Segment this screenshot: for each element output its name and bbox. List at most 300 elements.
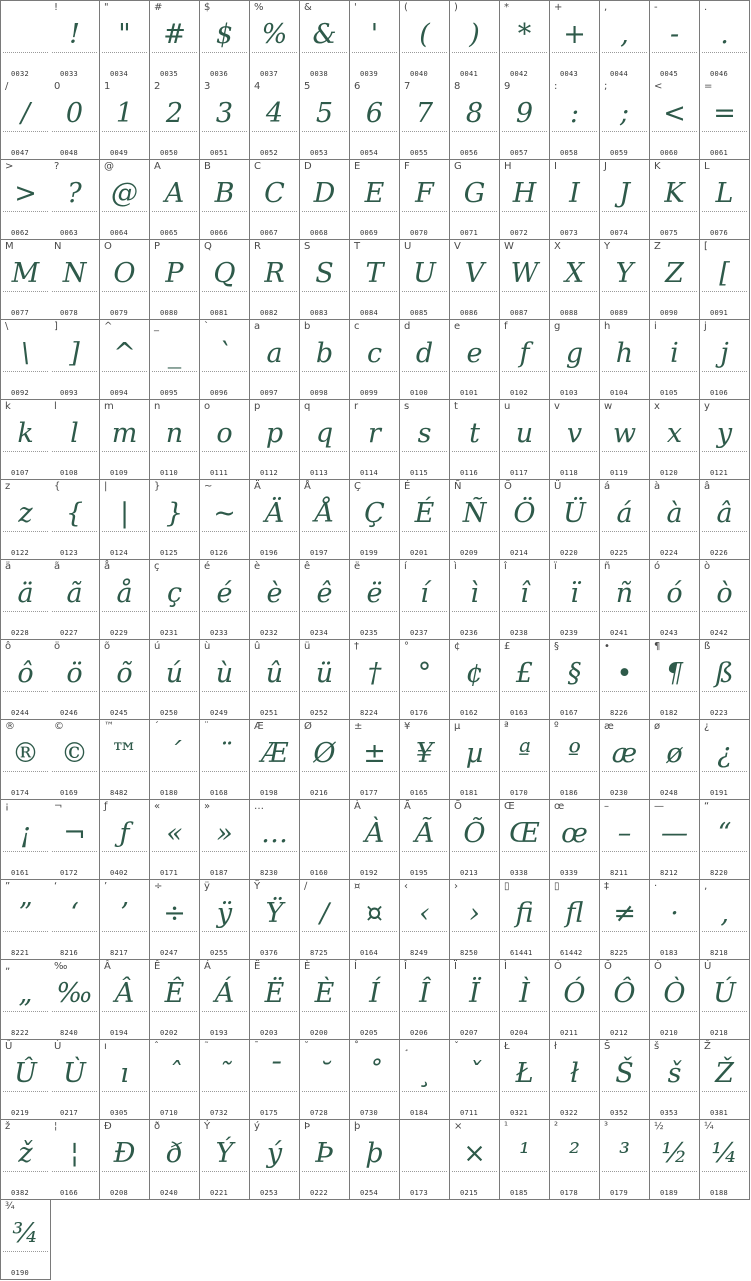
- glyph-sample: Å: [314, 498, 335, 529]
- glyph-char-label: ?: [54, 161, 60, 172]
- glyph-char-label: F: [404, 161, 410, 172]
- glyph-cell: [550, 960, 600, 1040]
- glyph-sample: ì: [470, 578, 479, 609]
- glyph-char-label: ‡: [604, 881, 609, 892]
- glyph-char-label: W: [504, 241, 514, 252]
- glyph-code: 0058: [560, 149, 579, 157]
- glyph-cell: [350, 880, 400, 960]
- glyph-code: 0160: [310, 869, 329, 877]
- glyph-code: 0235: [360, 629, 379, 637]
- glyph-cell: [0, 1040, 51, 1120]
- glyph-char-label: ı: [104, 1041, 107, 1052]
- glyph-cell: [650, 400, 700, 480]
- glyph-sample: Ú: [713, 978, 736, 1009]
- glyph-cell: [500, 720, 550, 800]
- glyph-code: 0122: [11, 549, 30, 557]
- glyph-code: 0188: [710, 1189, 729, 1197]
- glyph-code: 0207: [460, 1029, 479, 1037]
- glyph-code: 0227: [60, 629, 79, 637]
- glyph-code: 0168: [210, 789, 229, 797]
- glyph-cell: [250, 1040, 300, 1120]
- glyph-code: 0112: [260, 469, 279, 477]
- glyph-char-label: 8: [454, 81, 461, 92]
- glyph-code: 0044: [610, 70, 629, 78]
- glyph-sample: ˚: [367, 1058, 382, 1089]
- glyph-cell: [250, 400, 300, 480]
- glyph-char-label: ª: [504, 721, 509, 732]
- glyph-cell: [550, 160, 600, 240]
- glyph-cell: [300, 720, 350, 800]
- glyph-cell: [200, 720, 250, 800]
- glyph-sample: E: [364, 178, 385, 209]
- glyph-cell: [600, 1040, 650, 1120]
- glyph-sample: L: [715, 178, 734, 209]
- glyph-sample: ": [118, 19, 131, 50]
- glyph-sample: ¦: [69, 1138, 80, 1169]
- glyph-char-label: V: [454, 241, 461, 252]
- glyph-cell: [250, 240, 300, 320]
- glyph-char-label: u: [504, 401, 511, 412]
- glyph-cell: [700, 800, 750, 880]
- glyph-char-label: B: [204, 161, 211, 172]
- glyph-code: 0223: [710, 709, 729, 717]
- glyph-cell: [200, 80, 250, 160]
- glyph-sample: ': [370, 19, 379, 50]
- glyph-code: 0061: [710, 149, 729, 157]
- glyph-code: 0106: [710, 389, 729, 397]
- glyph-cell: [600, 720, 650, 800]
- glyph-cell: [100, 240, 150, 320]
- glyph-char-label: Å: [304, 481, 311, 492]
- glyph-char-label: ï: [554, 561, 557, 572]
- glyph-char-label: ð: [154, 1121, 161, 1132]
- glyph-char-label: Û: [5, 1041, 13, 1052]
- glyph-char-label: Ì: [504, 961, 507, 972]
- glyph-char-label: q: [304, 401, 311, 412]
- glyph-sample: ;: [619, 98, 630, 129]
- glyph-code: 0034: [110, 70, 129, 78]
- glyph-code: 0107: [11, 469, 30, 477]
- glyph-code: 0056: [460, 149, 479, 157]
- glyph-code: 0079: [110, 309, 129, 317]
- glyph-char-label: O: [104, 241, 112, 252]
- glyph-char-label: ±: [354, 721, 363, 732]
- glyph-code: 0352: [610, 1109, 629, 1117]
- glyph-cell: [50, 960, 100, 1040]
- glyph-code: 0090: [660, 309, 679, 317]
- glyph-char-label: è: [254, 561, 261, 572]
- glyph-char-label: `: [204, 321, 209, 332]
- glyph-sample: ¸: [417, 1058, 432, 1089]
- glyph-char-label: ▯: [504, 881, 510, 892]
- glyph-cell: [100, 80, 150, 160]
- glyph-sample: 8: [465, 98, 484, 129]
- glyph-char-label: T: [354, 241, 361, 252]
- glyph-code: 0184: [410, 1109, 429, 1117]
- glyph-sample: µ: [465, 738, 484, 769]
- glyph-cell: [300, 1120, 350, 1200]
- glyph-code: 0164: [360, 949, 379, 957]
- glyph-cell: [350, 800, 400, 880]
- glyph-cell: [550, 400, 600, 480]
- glyph-sample: Þ: [315, 1138, 334, 1169]
- glyph-sample: ›: [469, 898, 480, 929]
- glyph-sample: fi: [515, 898, 534, 929]
- glyph-code: 0076: [710, 229, 729, 237]
- glyph-sample: È: [314, 978, 335, 1009]
- glyph-sample: ¥: [415, 738, 434, 769]
- glyph-sample: Â: [114, 978, 135, 1009]
- glyph-cell: [300, 960, 350, 1040]
- glyph-sample: @: [111, 178, 138, 209]
- glyph-sample: ‹: [419, 898, 430, 929]
- glyph-sample: R: [264, 258, 285, 289]
- glyph-char-label: ‚: [704, 881, 708, 892]
- glyph-cell: [150, 80, 200, 160]
- glyph-char-label: ›: [454, 881, 458, 892]
- glyph-sample: !: [69, 19, 80, 50]
- glyph-sample: ≠: [613, 898, 636, 929]
- glyph-cell: [50, 640, 100, 720]
- glyph-sample: T: [365, 258, 384, 289]
- glyph-code: 0109: [110, 469, 129, 477]
- glyph-cell: [400, 560, 450, 640]
- glyph-cell: [700, 560, 750, 640]
- glyph-sample: ∕: [319, 898, 330, 929]
- glyph-code: 0216: [310, 789, 329, 797]
- glyph-code: 0253: [260, 1189, 279, 1197]
- glyph-char-label: h: [604, 321, 611, 332]
- glyph-cell: [400, 240, 450, 320]
- glyph-char-label: C: [254, 161, 261, 172]
- glyph-sample: ‚: [720, 898, 729, 929]
- glyph-sample: Ë: [264, 978, 285, 1009]
- glyph-cell: [150, 720, 200, 800]
- glyph-code: 0072: [510, 229, 529, 237]
- glyph-sample: ~: [213, 498, 236, 529]
- glyph-sample: D: [313, 178, 336, 209]
- glyph-cell: [600, 480, 650, 560]
- glyph-sample: ù: [215, 658, 234, 689]
- glyph-char-label: ¼: [704, 1121, 714, 1132]
- glyph-cell: [650, 480, 700, 560]
- glyph-sample: ¤: [365, 898, 384, 929]
- glyph-char-label: æ: [604, 721, 614, 732]
- glyph-char-label: Ò: [654, 961, 662, 972]
- glyph-cell: [450, 1120, 500, 1200]
- glyph-code: 0215: [460, 1189, 479, 1197]
- glyph-char-label: s: [404, 401, 410, 412]
- glyph-sample: “: [717, 818, 732, 849]
- glyph-cell: [450, 1040, 500, 1120]
- glyph-char-label: g: [554, 321, 561, 332]
- glyph-sample: N: [62, 258, 87, 289]
- glyph-code: 0225: [610, 549, 629, 557]
- glyph-code: 0102: [510, 389, 529, 397]
- glyph-code: 0213: [460, 869, 479, 877]
- glyph-sample: ´: [167, 738, 182, 769]
- glyph-code: 0165: [410, 789, 429, 797]
- glyph-cell: [50, 560, 100, 640]
- glyph-cell: [50, 400, 100, 480]
- glyph-char-label: &: [304, 2, 312, 13]
- glyph-cell: [250, 1120, 300, 1200]
- glyph-sample: õ: [116, 658, 133, 689]
- glyph-char-label: ™: [104, 721, 114, 732]
- glyph-char-label: ¸: [404, 1041, 409, 1052]
- glyph-sample: Æ: [260, 738, 289, 769]
- glyph-code: 0220: [560, 549, 579, 557]
- glyph-cell: [650, 1120, 700, 1200]
- glyph-code: 0230: [610, 789, 629, 797]
- glyph-cell: [450, 240, 500, 320]
- glyph-code: 0212: [610, 1029, 629, 1037]
- glyph-char-label: ¢: [454, 641, 461, 652]
- glyph-cell: [0, 960, 51, 1040]
- glyph-char-label: þ: [354, 1121, 361, 1132]
- glyph-char-label: Þ: [304, 1121, 311, 1132]
- glyph-code: 0236: [460, 629, 479, 637]
- glyph-sample: k: [17, 418, 34, 449]
- glyph-char-label: j: [704, 321, 707, 332]
- glyph-cell: [150, 0, 200, 81]
- glyph-cell: [450, 160, 500, 240]
- glyph-code: 0238: [510, 629, 529, 637]
- glyph-cell: [0, 560, 51, 640]
- glyph-sample: >: [14, 178, 37, 209]
- glyph-code: 0190: [11, 1269, 30, 1277]
- glyph-cell: [250, 880, 300, 960]
- glyph-char-label: <: [654, 81, 663, 92]
- glyph-code: 0177: [360, 789, 379, 797]
- glyph-char-label: _: [154, 321, 159, 332]
- glyph-code: 0086: [460, 309, 479, 317]
- glyph-char-label: Ÿ: [254, 881, 261, 892]
- glyph-char-label: Z: [654, 241, 661, 252]
- glyph-cell: [0, 80, 51, 160]
- glyph-char-label: é: [204, 561, 211, 572]
- glyph-char-label: Ñ: [454, 481, 462, 492]
- glyph-sample: Ł: [515, 1058, 534, 1089]
- glyph-sample: Û: [14, 1058, 37, 1089]
- glyph-char-label: ¶: [654, 641, 661, 652]
- glyph-char-label: 9: [504, 81, 511, 92]
- glyph-sample: ³: [619, 1138, 630, 1169]
- glyph-cell: [350, 720, 400, 800]
- glyph-char-label: •: [604, 641, 610, 652]
- glyph-cell: [550, 480, 600, 560]
- glyph-char-label: §: [554, 641, 559, 652]
- glyph-cell: [450, 320, 500, 400]
- glyph-cell: [0, 720, 51, 800]
- glyph-cell: [100, 400, 150, 480]
- glyph-sample: î: [520, 578, 529, 609]
- glyph-cell: [100, 160, 150, 240]
- glyph-sample: ø: [666, 738, 683, 769]
- glyph-sample: Ý: [215, 1138, 234, 1169]
- glyph-code: 8211: [610, 869, 629, 877]
- glyph-cell: [150, 320, 200, 400]
- glyph-cell: [100, 880, 150, 960]
- glyph-sample: Î: [419, 978, 430, 1009]
- glyph-code: 0321: [510, 1109, 529, 1117]
- glyph-cell: [150, 240, 200, 320]
- glyph-sample: C: [264, 178, 285, 209]
- glyph-sample: ł: [570, 1058, 579, 1089]
- glyph-cell: [600, 640, 650, 720]
- glyph-code: 0244: [11, 709, 30, 717]
- glyph-char-label: @: [104, 161, 114, 172]
- glyph-code: 0094: [110, 389, 129, 397]
- glyph-cell: [700, 80, 750, 160]
- glyph-char-label: Œ: [504, 801, 515, 812]
- glyph-code: 8249: [410, 949, 429, 957]
- glyph-cell: [550, 640, 600, 720]
- glyph-cell: [700, 640, 750, 720]
- glyph-code: 0243: [660, 629, 679, 637]
- glyph-code: 0181: [460, 789, 479, 797]
- glyph-code: 0234: [310, 629, 329, 637]
- glyph-cell: [50, 1040, 100, 1120]
- glyph-sample: s: [417, 418, 432, 449]
- glyph-cell: [600, 160, 650, 240]
- glyph-sample: ·: [670, 898, 679, 929]
- glyph-sample: 5: [315, 98, 334, 129]
- glyph-cell: [100, 720, 150, 800]
- glyph-code: 0247: [160, 949, 179, 957]
- glyph-cell: [250, 800, 300, 880]
- glyph-sample: Ä: [264, 498, 285, 529]
- glyph-code: 0116: [460, 469, 479, 477]
- glyph-char-label: £: [504, 641, 511, 652]
- glyph-char-label: z: [5, 481, 11, 492]
- glyph-char-label: -: [654, 2, 658, 13]
- glyph-code: 0218: [710, 1029, 729, 1037]
- glyph-char-label: ¡: [5, 801, 10, 812]
- glyph-char-label: ‘: [54, 881, 58, 892]
- glyph-cell: [0, 320, 51, 400]
- glyph-char-label: \: [5, 321, 9, 332]
- glyph-sample: É: [414, 498, 435, 529]
- glyph-char-label: Í: [354, 961, 357, 972]
- glyph-sample: è: [266, 578, 283, 609]
- glyph-code: 0231: [160, 629, 179, 637]
- glyph-sample: Ÿ: [265, 898, 284, 929]
- glyph-code: 0176: [410, 709, 429, 717]
- glyph-sample: Ñ: [462, 498, 487, 529]
- glyph-sample: +: [563, 19, 586, 50]
- glyph-cell: [150, 1120, 200, 1200]
- glyph-cell: [400, 720, 450, 800]
- glyph-sample: <: [663, 98, 686, 129]
- glyph-char-label: p: [254, 401, 261, 412]
- glyph-sample: 4: [265, 98, 284, 129]
- glyph-char-label: P: [154, 241, 161, 252]
- glyph-sample: §: [567, 658, 582, 689]
- glyph-sample: ñ: [615, 578, 634, 609]
- glyph-char-label: a: [254, 321, 261, 332]
- glyph-code: 0103: [560, 389, 579, 397]
- glyph-char-label: ”: [5, 881, 11, 892]
- glyph-cell: [500, 0, 550, 81]
- glyph-sample: B: [214, 178, 235, 209]
- glyph-sample: Ç: [364, 498, 385, 529]
- glyph-char-label: Ý: [204, 1121, 211, 1132]
- glyph-sample: $: [215, 19, 234, 50]
- glyph-sample: K: [664, 178, 685, 209]
- glyph-sample: é: [216, 578, 233, 609]
- glyph-code: 8482: [110, 789, 129, 797]
- glyph-cell: [600, 960, 650, 1040]
- glyph-sample: b: [315, 338, 334, 369]
- glyph-char-label: ç: [154, 561, 160, 572]
- glyph-code: 0065: [160, 229, 179, 237]
- glyph-cell: [100, 0, 150, 81]
- glyph-code: 0069: [360, 229, 379, 237]
- glyph-sample: ,: [620, 19, 629, 50]
- glyph-sample: Ð: [113, 1138, 136, 1169]
- glyph-char-label: ®: [5, 721, 15, 732]
- glyph-cell: [500, 960, 550, 1040]
- glyph-cell: [700, 320, 750, 400]
- glyph-char-label: á: [604, 481, 611, 492]
- glyph-char-label: v: [554, 401, 560, 412]
- glyph-cell: [500, 1120, 550, 1200]
- glyph-code: 0042: [510, 70, 529, 78]
- glyph-code: 0052: [260, 149, 279, 157]
- glyph-sample: ½: [661, 1138, 688, 1169]
- glyph-code: 0210: [660, 1029, 679, 1037]
- glyph-code: 0222: [310, 1189, 329, 1197]
- glyph-cell: [0, 0, 51, 81]
- glyph-char-label: ,: [604, 2, 608, 13]
- glyph-char-label: :: [554, 81, 558, 92]
- glyph-sample: {: [65, 498, 84, 529]
- glyph-cell: [250, 560, 300, 640]
- glyph-sample: –: [617, 818, 632, 849]
- glyph-char-label: –: [604, 801, 609, 812]
- glyph-code: 0091: [710, 309, 729, 317]
- glyph-char-label: ü: [304, 641, 311, 652]
- glyph-sample: (: [419, 19, 430, 50]
- glyph-char-label: K: [654, 161, 661, 172]
- glyph-char-label: ¥: [404, 721, 411, 732]
- glyph-char-label: Ã: [404, 801, 411, 812]
- glyph-cell: [400, 1120, 450, 1200]
- glyph-sample: ÿ: [216, 898, 233, 929]
- glyph-code: 0402: [110, 869, 129, 877]
- glyph-char-label: ´: [154, 721, 159, 732]
- glyph-cell: [200, 320, 250, 400]
- glyph-sample: Ü: [563, 498, 586, 529]
- glyph-code: 0249: [210, 709, 229, 717]
- glyph-char-label: ˜: [204, 1041, 209, 1052]
- glyph-code: 0039: [360, 70, 379, 78]
- glyph-code: 0252: [310, 709, 329, 717]
- glyph-code: 0255: [210, 949, 229, 957]
- glyph-code: 8222: [11, 1029, 30, 1037]
- glyph-cell: [300, 560, 350, 640]
- glyph-cell: [300, 640, 350, 720]
- glyph-char-label: 4: [254, 81, 261, 92]
- glyph-char-label: ^: [104, 321, 113, 332]
- glyph-code: 0376: [260, 949, 279, 957]
- glyph-code: 0093: [60, 389, 79, 397]
- glyph-char-label: 1: [104, 81, 111, 92]
- glyph-sample: í: [420, 578, 429, 609]
- glyph-cell: [500, 1040, 550, 1120]
- glyph-sample: I: [569, 178, 580, 209]
